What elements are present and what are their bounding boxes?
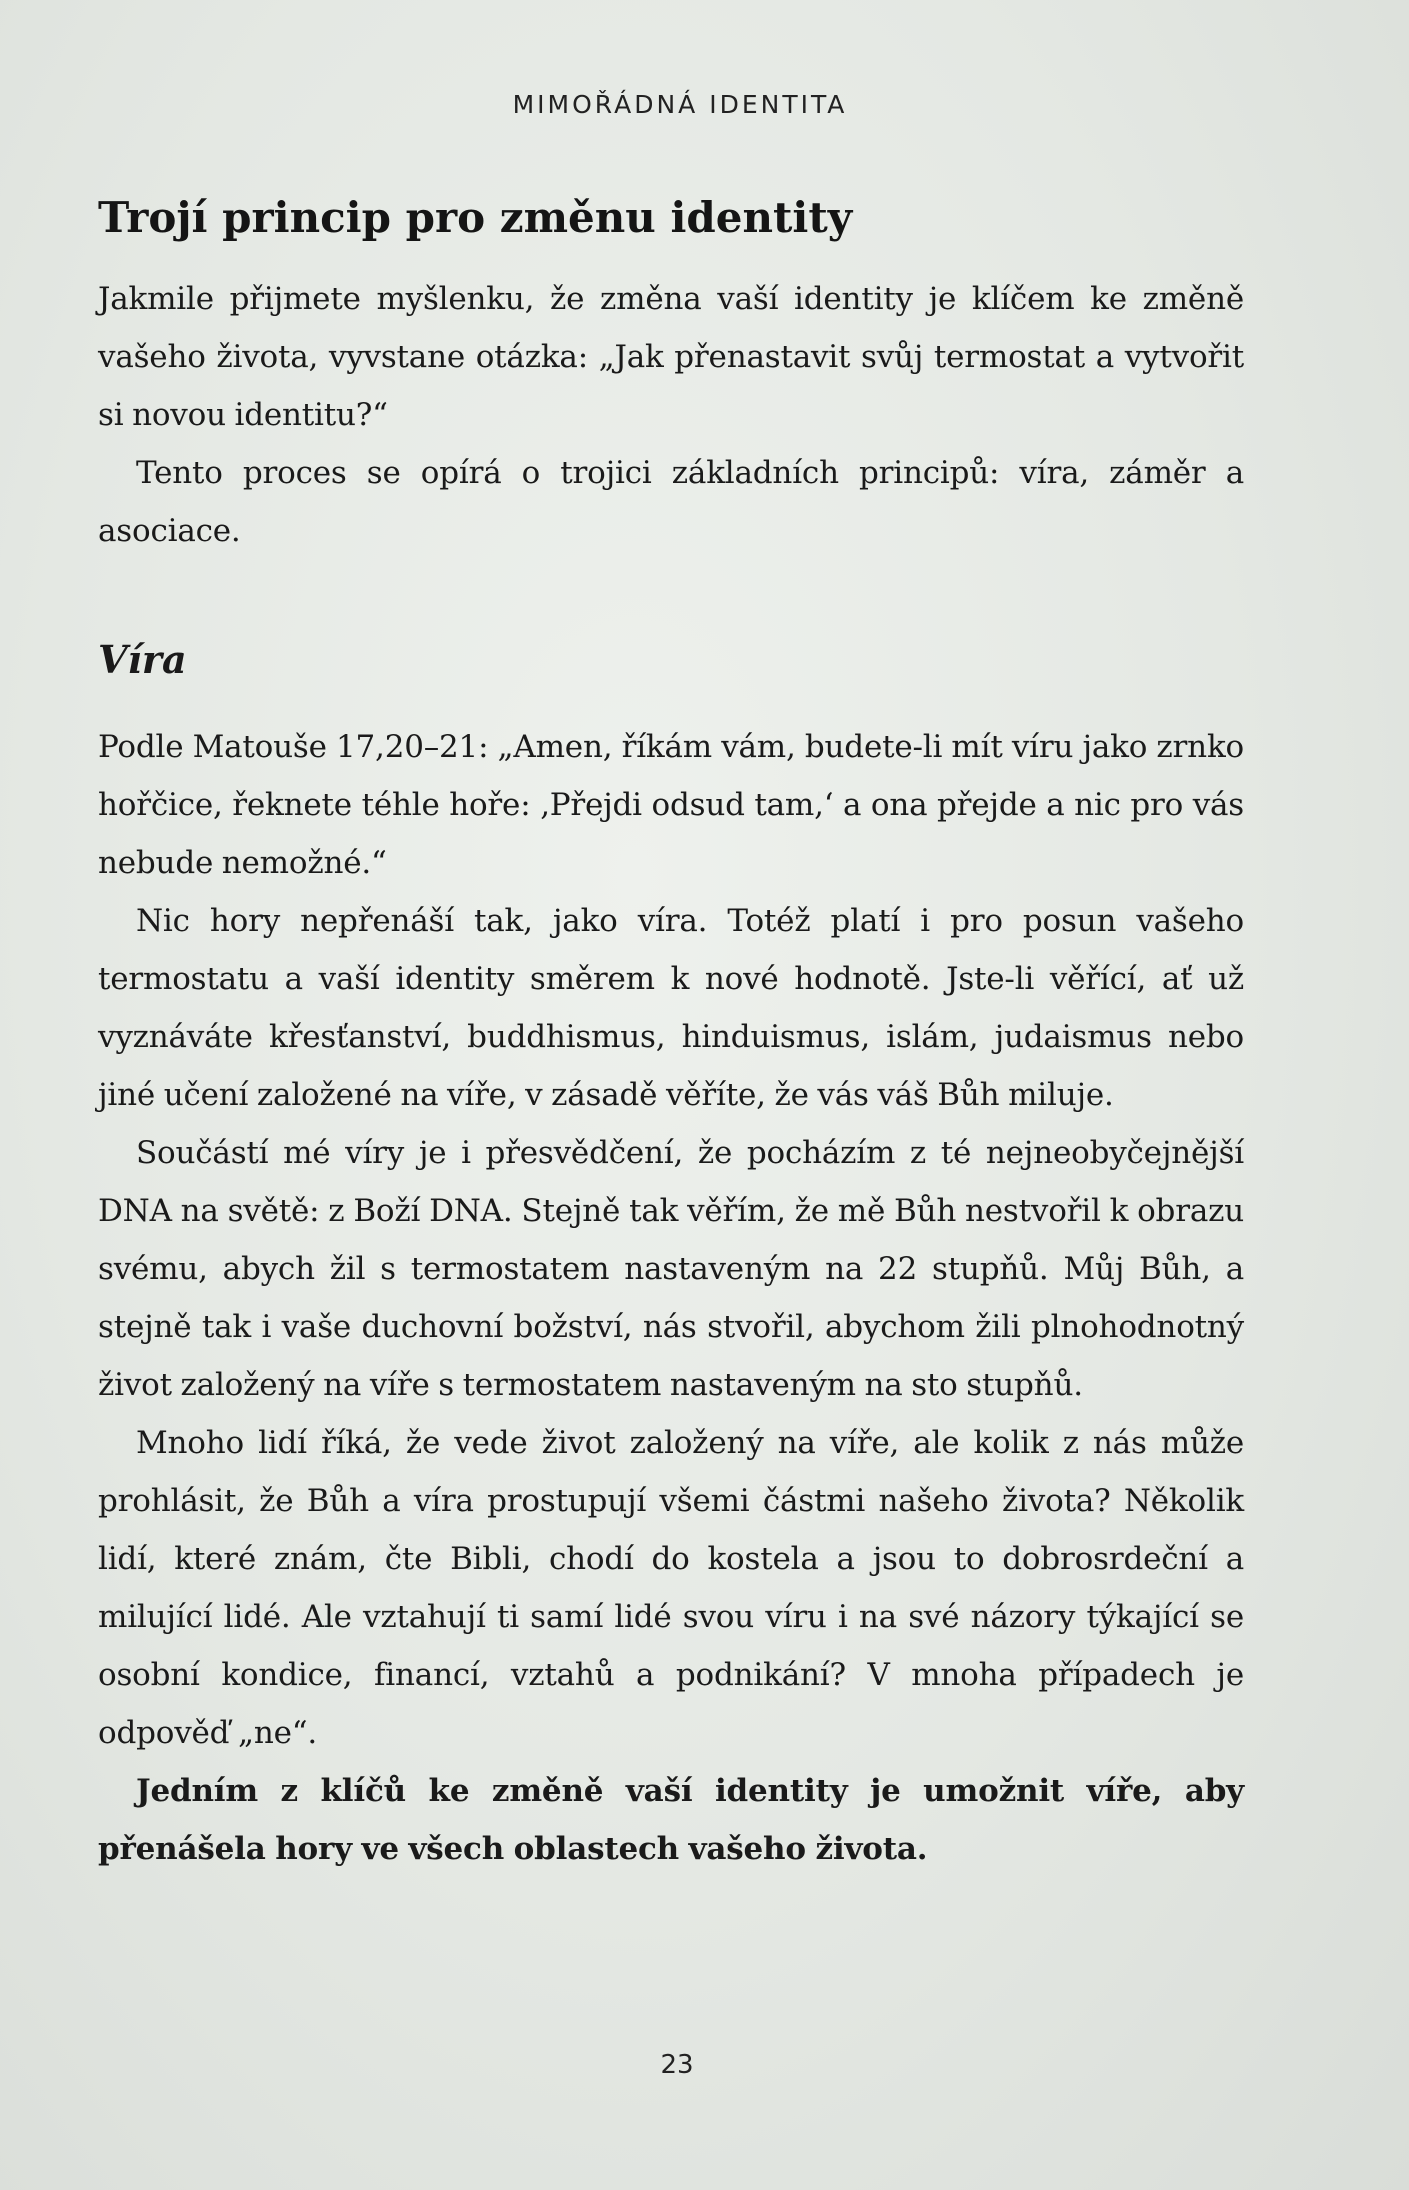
subsection-heading: Víra <box>98 637 187 682</box>
body-paragraph-4: Mnoho lidí říká, že vede život založený na víře, ale kolik z nás může prohlásit, že Bůh a víra prostupují všemi částmi našeho života? Několik lidí, které znám, čte Bibli, chodí do kostela a jsou to dobrosrdeční a milující lidé. Ale vztahují ti samí lidé svou víru i na své názory týkající se osobní kondice, financí, vztahů a podnikání? V mnoha případech je odpověď „ne“. <box>98 1425 1244 1751</box>
intro-paragraph-2: Tento proces se opírá o trojici základních principů: víra, záměr a asociace. <box>98 455 1244 549</box>
body-paragraph-2: Nic hory nepřenáší tak, jako víra. Totéž platí i pro posun vašeho termostatu a vaší identity směrem k nové hodnotě. Jste-li věřící, ať už vyznáváte křesťanství, buddhismus, hinduismus, islám, judaismus nebo jiné učení založené na víře, v zásadě věříte, že vás váš Bůh miluje. <box>98 903 1244 1113</box>
page-number: 23 <box>660 2050 694 2080</box>
section-heading: Trojí princip pro změnu identity <box>98 193 853 242</box>
body-paragraph-3: Součástí mé víry je i přesvědčení, že pocházím z té nejneobyčejnější DNA na světě: z Boží DNA. Stejně tak věřím, že mě Bůh nestvořil k obrazu svému, abych žil s termostatem nastaveným na 22 stupňů. Můj Bůh, a stejně tak i vaše duchovní božství, nás stvořil, abychom žili plnohodnotný život založený na víře s termostatem nastaveným na sto stupňů. <box>98 1135 1244 1403</box>
page-content <box>98 188 1244 1878</box>
body-paragraph-1: Podle Matouše 17,20–21: „Amen, říkám vám, budete-li mít víru jako zrnko hořčice, řeknete téhle hoře: ‚Přejdi odsud tam,‘ a ona přejde a nic pro vás nebude nemožné.“ <box>98 729 1244 881</box>
emphasis-paragraph: Jedním z klíčů ke změně vaší identity je umožnit víře, aby přenášela hory ve všech oblastech vašeho života. <box>98 1773 1244 1867</box>
intro-paragraph-1: Jakmile přijmete myšlenku, že změna vaší identity je klíčem ke změně vašeho života, vyvstane otázka: „Jak přenastavit svůj termostat a vytvořit si novou identitu?“ <box>98 281 1244 433</box>
running-head: MIMOŘÁDNÁ IDENTITA <box>512 90 848 119</box>
